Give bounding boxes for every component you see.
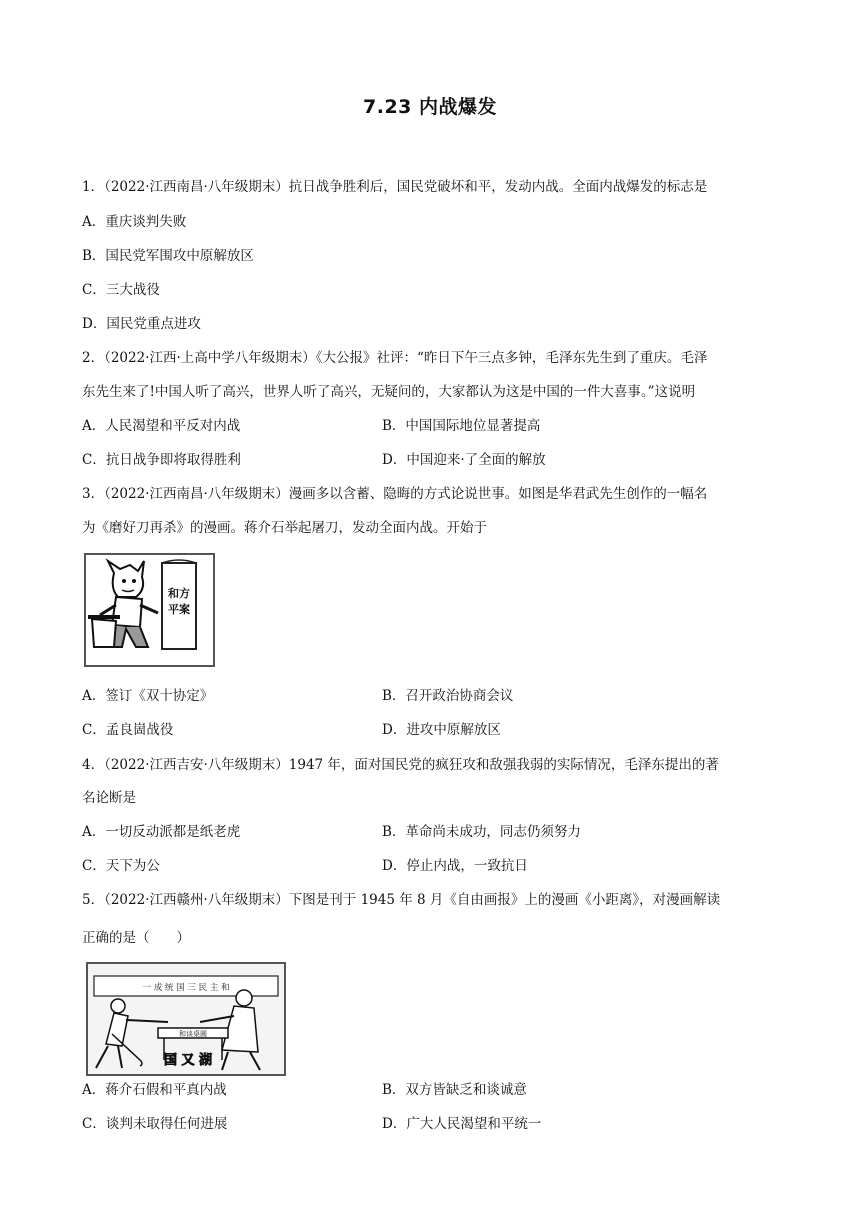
- question-1-option-b: B．国民党军围攻中原解放区: [82, 248, 254, 264]
- cartoon-sharpen-knife: [84, 553, 215, 667]
- question-5-option-b: B．双方皆缺乏和谈诚意: [382, 1082, 527, 1098]
- question-4-option-d: D．停止内战，一致抗日: [382, 858, 528, 874]
- cartoon-small-distance-drawing: [88, 964, 284, 1074]
- question-5-option-c: C．谈判未取得任何进展: [82, 1116, 228, 1132]
- question-2-option-b: B．中国国际地位显著提高: [382, 418, 541, 434]
- question-2-stem-line-2: 东先生来了!中国人听了高兴，世界人听了高兴，无疑问的，大家都认为这是中国的一件大喜事。”这说明: [82, 384, 696, 400]
- cartoon-table-label: 和谈桌圆: [179, 1030, 207, 1038]
- question-3-option-d: D．进攻中原解放区: [382, 722, 501, 738]
- cartoon-sign-line-2: 平案: [168, 603, 190, 616]
- cartoon-small-distance: [86, 962, 286, 1076]
- question-1-option-a: A．重庆谈判失败: [82, 214, 187, 230]
- question-4-option-a: A．一切反动派都是纸老虎: [82, 824, 241, 840]
- question-2-option-c: C．抗日战争即将取得胜利: [82, 452, 241, 468]
- question-3-stem-line-1: 3．（2022·江西南昌·八年级期末）漫画多以含蓄、隐晦的方式论说世事。如图是华君武先生创作的一幅名: [82, 486, 708, 502]
- page-title: 7.23 内战爆发: [363, 96, 497, 118]
- question-1-option-d: D．国民党重点进攻: [82, 316, 201, 332]
- question-2-option-d: D．中国迎来·了全面的解放: [382, 452, 546, 468]
- question-5-stem-line-1: 5．（2022·江西赣州·八年级期末）下图是刊于 1945 年 8 月《自由画报》上的漫画《小距离》，对漫画解读: [82, 892, 721, 908]
- cartoon-sharpen-knife-drawing: [86, 555, 213, 665]
- question-2-stem-line-1: 2．（2022·江西·上高中学八年级期末）《大公报》社评：“昨日下午三点多钟，毛泽东先生到了重庆。毛泽: [82, 350, 708, 366]
- cartoon-banner-text: 一 成 统 国 三 民 主 和: [142, 983, 230, 993]
- question-4-option-c: C．天下为公: [82, 858, 160, 874]
- question-5-option-a: A．蒋介石假和平真内战: [82, 1082, 227, 1098]
- question-4-option-b: B．革命尚未成功，同志仍须努力: [382, 824, 581, 840]
- question-5-stem-line-2: 正确的是（ ）: [82, 930, 190, 946]
- question-3-option-a: A．签订《双十协定》: [82, 688, 214, 704]
- question-1-stem: 1．（2022·江西南昌·八年级期末）抗日战争胜利后，国民党破坏和平，发动内战。全面内战爆发的标志是: [82, 179, 708, 195]
- question-4-stem-line-1: 4．（2022·江西吉安·八年级期末）1947 年，面对国民党的疯狂攻和敌强我弱的实际情况，毛泽东提出的著: [82, 757, 719, 773]
- question-3-option-b: B．召开政治协商会议: [382, 688, 514, 704]
- question-4-stem-line-2: 名论断是: [82, 790, 136, 806]
- question-2-option-a: A．人民渴望和平反对内战: [82, 418, 241, 434]
- cartoon-floor-text: 国 又 湖: [163, 1053, 213, 1068]
- question-5-option-d: D．广大人民渴望和平统一: [382, 1116, 542, 1132]
- question-3-stem-line-2: 为《磨好刀再杀》的漫画。蒋介石举起屠刀，发动全面内战。开始于: [82, 520, 487, 536]
- question-3-option-c: C．孟良崮战役: [82, 722, 174, 738]
- cartoon-sign-line-1: 和方: [168, 587, 190, 600]
- question-1-option-c: C．三大战役: [82, 282, 160, 298]
